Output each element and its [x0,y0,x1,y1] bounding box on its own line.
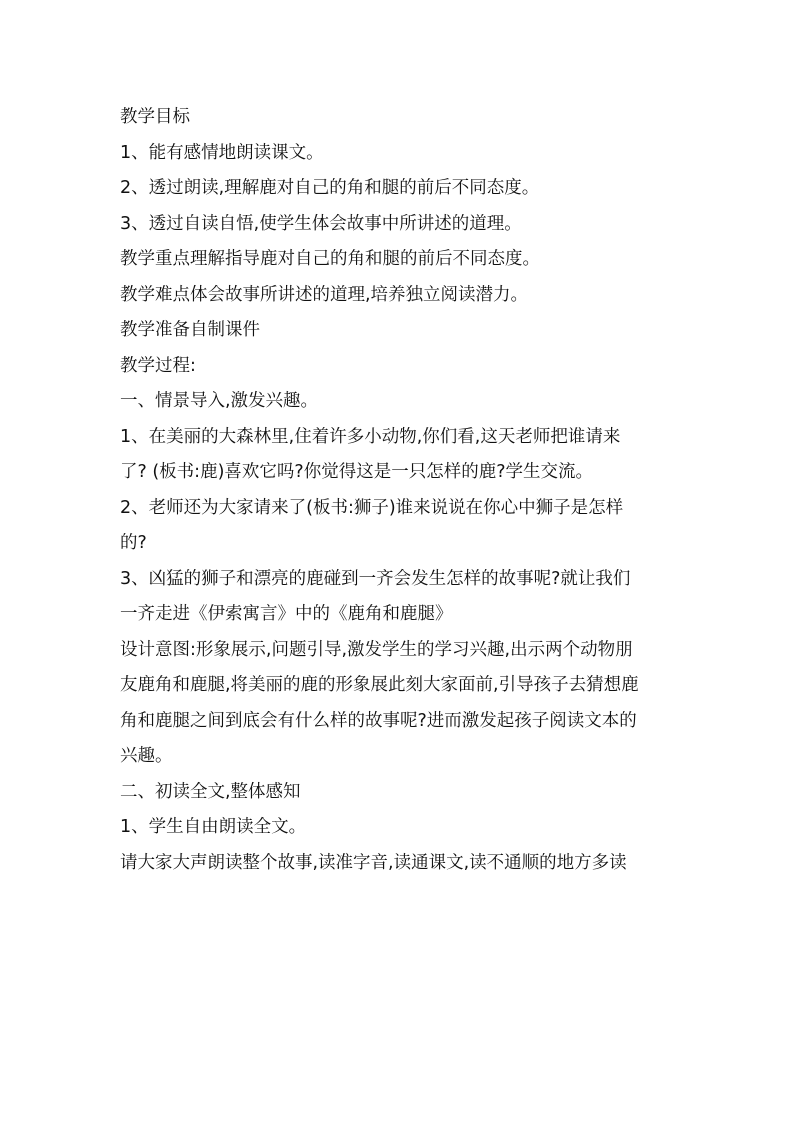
paragraph-line: 1、学生自由朗读全文。 [120,817,307,837]
design-intent-line: 设计意图:形象展示,问题引导,激发学生的学习兴趣,出示两个动物朋 [120,639,633,660]
design-intent-line: 角和鹿腿之间到底会有什么样的故事呢?进而激发起孩子阅读文本的 [120,710,637,731]
paragraph-line: 2、老师还为大家请来了(板书:狮子)谁来说说在你心中狮子是怎样 [120,497,624,518]
document-body [120,100,680,881]
teaching-preparation: 教学准备自制课件 [120,320,260,340]
section-1-title: 一、情景导入,激发兴趣。 [120,391,319,411]
design-intent-line: 兴趣。 [120,746,173,766]
paragraph-line: 请大家大声朗读整个故事,读准字音,读通课文,读不通顺的地方多读 [120,852,627,873]
goal-item-1: 1、能有感情地朗读课文。 [120,142,324,163]
paragraph-line: 1、在美丽的大森林里,住着许多小动物,你们看,这天老师把谁请来 [120,426,621,447]
heading-teaching-process: 教学过程: [120,355,196,376]
teaching-key-point: 教学重点理解指导鹿对自己的角和腿的前后不同态度。 [120,249,540,269]
heading-teaching-goals: 教学目标 [120,107,190,127]
teaching-difficulty: 教学难点体会故事所讲述的道理,培养独立阅读潜力。 [120,284,529,305]
design-intent-line: 友鹿角和鹿腿,将美丽的鹿的形象展此刻大家面前,引导孩子去猜想鹿 [120,675,639,695]
paragraph-line: 了? (板书:鹿)喜欢它吗?你觉得这是一只怎样的鹿?学生交流。 [120,462,593,482]
paragraph-line: 的? [120,533,147,553]
section-2-title: 二、初读全文,整体感知 [120,781,301,802]
paragraph-line: 3、凶猛的狮子和漂亮的鹿碰到一齐会发生怎样的故事呢?就让我们 [120,568,631,589]
goal-item-2: 2、透过朗读,理解鹿对自己的角和腿的前后不同态度。 [120,178,540,198]
goal-item-3: 3、透过自读自悟,使学生体会故事中所讲述的道理。 [120,213,522,234]
paragraph-line: 一齐走进《伊索寓言》中的《鹿角和鹿腿》 [120,604,453,624]
